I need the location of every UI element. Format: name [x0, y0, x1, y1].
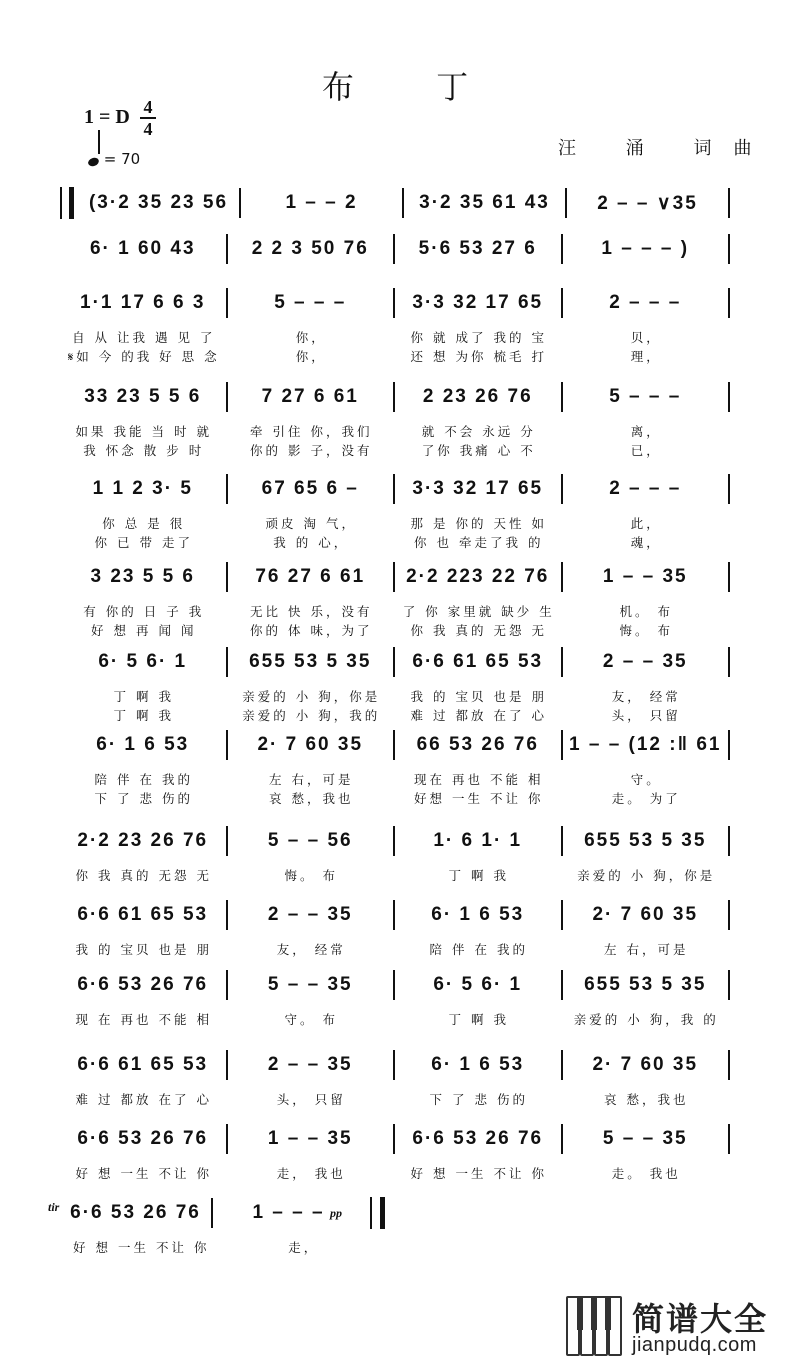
quarter-note-icon [87, 156, 100, 167]
lyric-segment: 有 你的 日 子 我 [83, 604, 205, 619]
lyric-segment: 丁 啊 我 [113, 689, 174, 704]
lyric-segment: 走， [288, 1240, 320, 1255]
measure: 655 53 5 35 [584, 830, 707, 851]
measure: 5 – – 35 [602, 1128, 688, 1149]
lyric-segment: 了 你 家里就 缺少 生 [402, 604, 555, 619]
lyric-segment: 悔。 布 [284, 868, 338, 883]
measure: 2 – – – [609, 478, 682, 499]
tempo-value: = 70 [103, 150, 141, 168]
lyric-segment: 陪 伴 在 我的 [94, 772, 193, 787]
lyric-segment: 你 总 是 很 [102, 516, 186, 531]
lyric-line [60, 621, 730, 639]
lyric-line [60, 1238, 385, 1256]
lyric-line [60, 441, 730, 459]
notation-line [60, 186, 730, 220]
measure: 2· 7 60 35 [592, 1054, 699, 1075]
lyric-segment: 你 我 真的 无怨 无 [75, 868, 212, 883]
measure: 3·2 35 61 43 [419, 192, 550, 213]
lyric-line [60, 347, 730, 365]
time-sig-bottom: 4 [143, 119, 153, 139]
lyric-segment: 现 在 再也 不能 相 [75, 1012, 212, 1027]
lyric-line [60, 328, 730, 346]
lyric-segment: 你， [295, 330, 327, 345]
barline [728, 288, 730, 318]
lyric-segment: 走。 为了 [611, 791, 681, 806]
lyric-segment: 那 是 你的 天性 如 [410, 516, 547, 531]
notation-line [60, 380, 730, 414]
measure: 2 – – – [609, 292, 682, 313]
measure: 3 23 5 5 6 [90, 566, 196, 587]
lyric-segment: 左 右，可是 [269, 772, 354, 787]
lyric-segment: 此， [630, 516, 662, 531]
lyric-line [60, 770, 730, 788]
lyric-segment: 下 了 悲 伤的 [94, 791, 193, 806]
lyric-segment: 机。 布 [619, 604, 673, 619]
lyric-segment: 哀 愁，我也 [604, 1092, 689, 1107]
lyric-segment: 丁 啊 我 [448, 1012, 509, 1027]
lyric-segment: 顽皮 淘 气， [265, 516, 357, 531]
measure: 66 53 26 76 [416, 734, 539, 755]
composer-credit: 汪 涌 词曲 [558, 138, 774, 159]
lyric-segment: 𝄋如 今 的我 好 思 念 [67, 349, 220, 364]
lyric-segment: 陪 伴 在 我的 [429, 942, 528, 957]
measure: 6· 1 60 43 [89, 238, 196, 259]
measure: 6·6 53 26 76 [70, 1202, 201, 1223]
measure: 2 23 26 76 [422, 386, 533, 407]
lyric-segment: 我 怀念 散 步 时 [83, 443, 205, 458]
lyric-segment: 守。 [630, 772, 662, 787]
tempo-marking [88, 150, 140, 168]
lyric-line [60, 940, 730, 958]
notation-line [60, 898, 730, 932]
lyric-segment: 已， [630, 443, 662, 458]
measure: 6·6 53 26 76 [77, 974, 209, 995]
time-signature [140, 98, 156, 138]
measure: 6·6 53 26 76 [77, 1128, 209, 1149]
measure: 67 65 6 – [261, 478, 359, 499]
measure: 1 – – 2 [285, 192, 358, 213]
measure: 1·1 17 6 6 3 [80, 292, 206, 313]
measure: 2· 7 60 35 [257, 734, 364, 755]
lyric-segment: 你， [295, 349, 327, 364]
measure: 5 – – 35 [267, 974, 353, 995]
lyric-segment: 友， 经常 [276, 942, 346, 957]
lyric-segment: 丁 啊 我 [448, 868, 509, 883]
notation-line [60, 728, 730, 762]
measure: 6· 1 6 53 [431, 904, 525, 925]
lyric-segment: 我 的 心， [273, 535, 350, 550]
measure: 2·2 23 26 76 [77, 830, 209, 851]
tir-mark: tir [48, 1200, 60, 1214]
measure: 6·6 61 65 53 [412, 651, 544, 672]
lyric-segment: 左 右，可是 [604, 942, 689, 957]
watermark-url: jianpudq.com [632, 1334, 757, 1356]
lyric-segment: 牵 引住 你，我们 [250, 424, 373, 439]
measure: 3·3 32 17 65 [412, 292, 544, 313]
measure: 5 – – 56 [267, 830, 353, 851]
measure: 7 27 6 61 [261, 386, 359, 407]
lyric-line [60, 1090, 730, 1108]
barline [728, 474, 730, 504]
lyric-segment: 我 的 宝贝 也是 朋 [410, 689, 547, 704]
lyric-segment: 难 过 都放 在了 心 [75, 1092, 212, 1107]
measure: 33 23 5 5 6 [84, 386, 202, 407]
lyric-segment: 魂， [630, 535, 662, 550]
lyric-segment: 走， 我也 [276, 1166, 346, 1181]
lyric-segment: 如果 我能 当 时 就 [75, 424, 212, 439]
lyric-segment: 我 的 宝贝 也是 朋 [75, 942, 212, 957]
lyric-segment: 难 过 都放 在了 心 [410, 708, 547, 723]
lyric-segment: 头， 只留 [276, 1092, 346, 1107]
lyric-line [60, 1164, 730, 1182]
song-title: 布 丁 [321, 68, 505, 106]
lyric-segment: 守。 布 [284, 1012, 338, 1027]
watermark-brand: 简谱大全 [632, 1300, 769, 1338]
measure: 1· 6 1· 1 [433, 830, 523, 851]
measure: 6· 1 6 53 [96, 734, 190, 755]
lyric-segment: 理， [630, 349, 662, 364]
pianissimo-mark: pp [330, 1206, 342, 1220]
lyric-line [60, 1010, 730, 1028]
lyric-segment: 好 想 一生 不让 你 [410, 1166, 547, 1181]
lyric-segment: 好 想 一生 不让 你 [73, 1240, 210, 1255]
lyric-segment: 贝， [630, 330, 662, 345]
lyric-segment: 走。 我也 [611, 1166, 681, 1181]
lyric-segment: 你 已 带 走了 [94, 535, 193, 550]
lyric-segment: 现在 再也 不能 相 [414, 772, 544, 787]
barline [728, 647, 730, 677]
lyric-line [60, 514, 730, 532]
lyric-segment: 无比 快 乐，没有 [250, 604, 373, 619]
repeat-start-barline [60, 187, 74, 219]
measure: 5·6 53 27 6 [418, 238, 537, 259]
lyric-line [60, 866, 730, 884]
measure: 1 – – – ) [601, 238, 690, 259]
final-barline [370, 1197, 385, 1229]
notation-line [60, 645, 730, 679]
barline [728, 826, 730, 856]
notation-line [60, 286, 730, 320]
measure: 2 2 3 50 76 [251, 238, 369, 259]
measure: 1 – – – [252, 1202, 325, 1223]
measure: 6·6 61 65 53 [77, 1054, 209, 1075]
lyric-segment: 好想 一生 不让 你 [414, 791, 544, 806]
measure: (3·2 35 23 56 [88, 192, 229, 213]
measure: 1 1 2 3· 5 [92, 478, 193, 499]
barline [728, 900, 730, 930]
measure: 6· 1 6 53 [431, 1054, 525, 1075]
measure: 2 – – ∨35 [597, 192, 698, 214]
lyric-line [60, 602, 730, 620]
measure: 2 – – 35 [267, 904, 353, 925]
lyric-line [60, 422, 730, 440]
barline [728, 234, 730, 264]
lyric-segment: 你 也 牵走了我 的 [414, 535, 544, 550]
barline [728, 382, 730, 412]
lyric-segment: 下 了 悲 伤的 [429, 1092, 528, 1107]
measure: 2· 7 60 35 [592, 904, 699, 925]
measure: 2 – – 35 [602, 651, 688, 672]
measure: 6·6 61 65 53 [77, 904, 209, 925]
lyric-segment: 就 不会 永远 分 [421, 424, 536, 439]
lyric-segment: 亲爱的 小 狗，我 的 [573, 1012, 719, 1027]
notation-line [60, 1122, 730, 1156]
measure: 2 – – 35 [267, 1054, 353, 1075]
notation-line [60, 968, 730, 1002]
lyric-segment: 哀 愁，我也 [269, 791, 354, 806]
barline [728, 188, 730, 218]
time-sig-top: 4 [143, 97, 153, 117]
barline [728, 562, 730, 592]
lyric-segment: 了你 我痛 心 不 [421, 443, 536, 458]
barline [728, 1124, 730, 1154]
notation-line [60, 472, 730, 506]
lyric-segment: 自 从 让我 遇 见 了 [72, 330, 216, 345]
lyric-segment: 悔。 布 [619, 623, 673, 638]
lyric-segment: 丁 啊 我 [113, 708, 174, 723]
measure: 6· 5 6· 1 [98, 651, 188, 672]
measure: 6· 5 6· 1 [433, 974, 523, 995]
lyric-segment: 还 想 为你 梳毛 打 [410, 349, 547, 364]
measure: 3·3 32 17 65 [412, 478, 544, 499]
measure: 655 53 5 35 [249, 651, 372, 672]
measure: 6·6 53 26 76 [412, 1128, 544, 1149]
lyric-line [60, 706, 730, 724]
lyric-segment: 好 想 一生 不让 你 [75, 1166, 212, 1181]
lyric-line [60, 687, 730, 705]
measure: 1 – – 35 [602, 566, 688, 587]
lyric-segment: 头， 只留 [611, 708, 681, 723]
notation-line [60, 560, 730, 594]
measure: 655 53 5 35 [584, 974, 707, 995]
watermark-logo [566, 1296, 788, 1360]
measure: 76 27 6 61 [255, 566, 366, 587]
lyric-segment: 你 我 真的 无怨 无 [410, 623, 547, 638]
piano-keys-icon [566, 1296, 624, 1354]
lyric-segment: 你的 体 味，为了 [250, 623, 373, 638]
barline [728, 730, 730, 760]
lyric-segment: 你 就 成了 我的 宝 [410, 330, 547, 345]
key-signature: 1 = D [84, 106, 130, 128]
barline [728, 1050, 730, 1080]
notation-line [60, 232, 730, 266]
measure: 2·2 223 22 76 [406, 566, 550, 587]
lyric-line [60, 789, 730, 807]
barline [728, 970, 730, 1000]
lyric-segment: 好 想 再 闻 闻 [91, 623, 197, 638]
lyric-segment: 友， 经常 [611, 689, 681, 704]
lyric-segment: 你的 影 子，没有 [250, 443, 373, 458]
measure: 1 – – 35 [267, 1128, 353, 1149]
lyric-segment: 亲爱的 小 狗，你是 [577, 868, 716, 883]
measure: 5 – – – [609, 386, 682, 407]
notation-line [60, 824, 730, 858]
lyric-segment: 亲爱的 小 狗，我的 [242, 708, 381, 723]
measure: 1 – – (12 :‖ 61 [569, 734, 722, 755]
notation-line [60, 1048, 730, 1082]
lyric-line [60, 533, 730, 551]
lyric-segment: 离， [630, 424, 662, 439]
measure: 5 – – – [274, 292, 347, 313]
lyric-segment: 亲爱的 小 狗，你是 [242, 689, 381, 704]
